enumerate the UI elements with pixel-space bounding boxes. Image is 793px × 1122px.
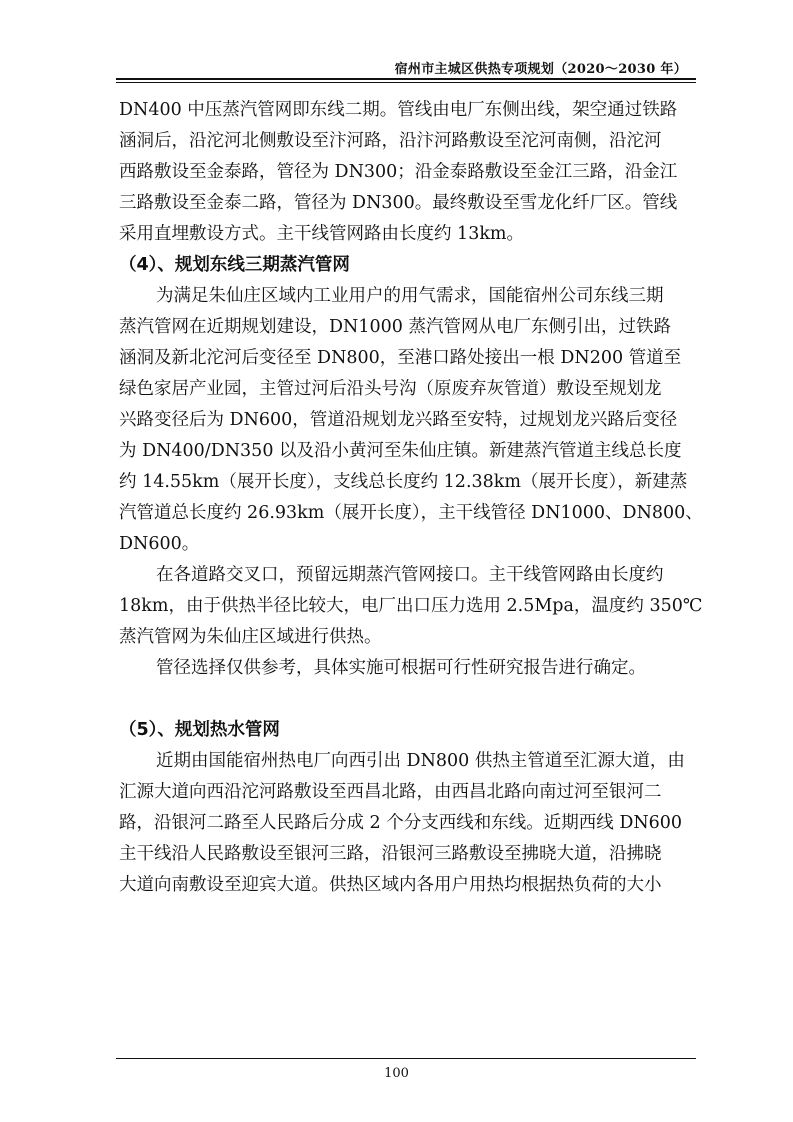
text-line: 大道向南敷设至迎宾大道。供热区域内各用户用热均根据热负荷的大小	[119, 875, 662, 895]
page-body	[119, 95, 703, 901]
header-title: 宿州市主城区供热专项规划（2020～2030 年）	[394, 62, 687, 77]
text-line: 约 14.55km（展开长度），支线总长度约 12.38km（展开长度），新建蒸	[119, 472, 688, 492]
text-line: 兴路变径后为 DN600，管道沿规划龙兴路至安特，过规划龙兴路后变径	[119, 410, 678, 430]
text-line: 三路敷设至金泰二路，管径为 DN300。最终敷设至雪龙化纤厂区。管线	[119, 193, 678, 213]
text-line: 18km，由于供热半径比较大，电厂出口压力选用 2.5Mpa，温度约 350℃	[119, 596, 703, 616]
paragraph-spacer	[119, 684, 695, 715]
text-line: 近期由国能宿州热电厂向西引出 DN800 供热主管道至汇源大道，由	[156, 751, 685, 771]
text-line: 汽管道总长度约 26.93km（展开长度），主干线管径 DN1000、DN800、	[119, 503, 703, 523]
text-line: 汇源大道向西沿沱河路敷设至西昌北路，由西昌北路向南过河至银河二	[119, 782, 662, 802]
text-line: 蒸汽管网为朱仙庄区域进行供热。	[119, 627, 382, 647]
text-line: DN600。	[119, 534, 200, 554]
text-line: 管径选择仅供参考，具体实施可根据可行性研究报告进行确定。	[156, 658, 646, 678]
text-line: 主干线沿人民路敷设至银河三路，沿银河三路敷设至拂晓大道，沿拂晓	[119, 844, 662, 864]
text-line: 涵洞后，沿沱河北侧敷设至汴河路，沿汴河路敷设至沱河南侧，沿沱河	[119, 131, 662, 151]
section-heading-5: （5）、规划热水管网	[119, 720, 280, 740]
paragraph-interfaces	[119, 560, 703, 653]
text-line: 绿色家居产业园，主管过河后沿头号沟（原废弃灰管道）敷设至规划龙	[119, 379, 662, 399]
paragraph-east-line-phase-three	[119, 281, 703, 560]
text-line: 为 DN400/DN350 以及沿小黄河至朱仙庄镇。新建蒸汽管道主线总长度	[119, 441, 682, 461]
text-line: 为满足朱仙庄区域内工业用户的用气需求，国能宿州公司东线三期	[156, 286, 664, 306]
paragraph-east-line-phase-two	[119, 95, 695, 250]
header-rule-thin	[116, 82, 696, 83]
section-heading-4: （4）、规划东线三期蒸汽管网	[119, 255, 350, 275]
paragraph-hot-water-network	[119, 746, 695, 901]
text-line: 西路敷设至金泰路，管径为 DN300；沿金泰路敷设至金江三路，沿金江	[119, 162, 678, 182]
text-line: 路，沿银河二路至人民路后分成 2 个分支西线和东线。近期西线 DN600	[119, 813, 683, 833]
text-line: DN400 中压蒸汽管网即东线二期。管线由电厂东侧出线，架空通过铁路	[119, 100, 678, 120]
page-number: 100	[384, 1066, 409, 1081]
text-line: 采用直埋敷设方式。主干线管网路由长度约 13km。	[119, 224, 525, 244]
text-line: 蒸汽管网在近期规划建设，DN1000 蒸汽管网从电厂东侧引出，过铁路	[119, 317, 671, 337]
paragraph-pipe-note	[119, 653, 695, 684]
text-line: 在各道路交叉口，预留远期蒸汽管网接口。主干线管网路由长度约	[156, 565, 664, 585]
footer-rule	[116, 1058, 696, 1059]
text-line: 涵洞及新北沱河后变径至 DN800，至港口路处接出一根 DN200 管道至	[119, 348, 682, 368]
header-rule	[116, 78, 696, 80]
